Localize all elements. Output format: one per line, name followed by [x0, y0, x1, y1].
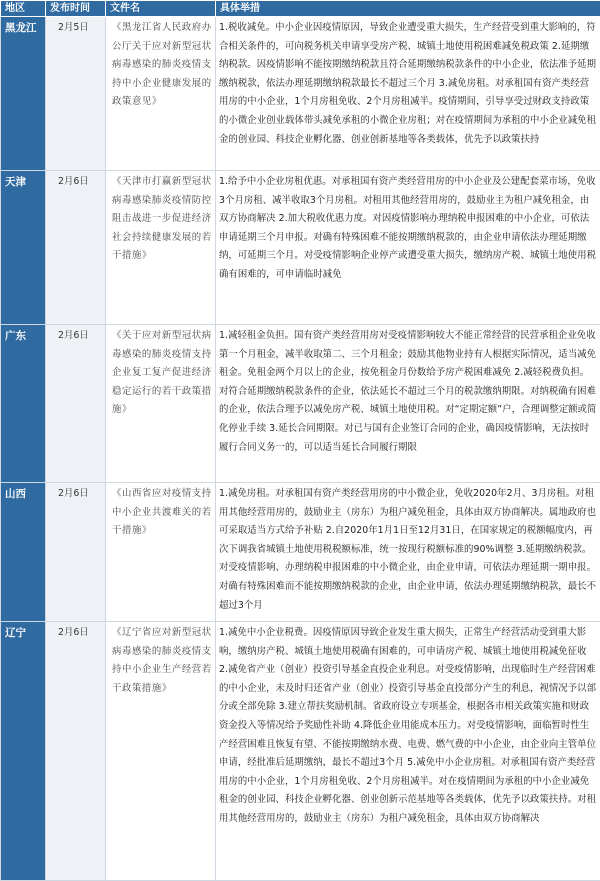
date-cell: 2月6日 [46, 483, 106, 622]
region-cell: 黑龙江 [1, 17, 46, 171]
date-cell: 2月6日 [46, 622, 106, 881]
table-row [1, 622, 600, 881]
region-cell: 山西 [1, 483, 46, 622]
date-cell: 2月6日 [46, 171, 106, 325]
measures-cell: 1.税收减免。中小企业因疫情原因，导致企业遭受重大损失，生产经营受到重大影响的，符合相关条件的，可向税务机关申请享受房产税、城镇土地使用税困难减免税政策 2.延期缴纳税款。因疫情影响不能按期缴纳税款且符合延期缴纳税款条件的中小企业，依法准予延期缴纳税款，依法办理延期缴纳税款最长不超过三个月 3.减免房租。对承租国有资产类经营用房的中小企业，1个月房租免收、2个月房租减半。疫情期间，引导享受过财政支持政策的小微企业创业载体带头减免承租的小微企业房租；对在疫情期间为承租的中小企业减免租金的创业园、科技企业孵化器、创业创新基地等各类载体，优先予以政策扶持 [216, 17, 600, 171]
date-cell: 2月6日 [46, 325, 106, 483]
measures-cell: 1.减免房租。对承租国有资产类经营用房的中小微企业，免收2020年2月、3月房租。对租用其他经营用房的，鼓励业主（房东）为租户减免租金，具体由双方协商解决。属地政府也可采取适当方式给予补贴 2.自2020年1月1日至12月31日，在国家规定的税额幅度内，再次下调我省城镇土地使用税税额标准，统一按现行税额标准的90%调整 3.延期缴纳税款。对受疫情影响、办理纳税申报困难的中小微企业，由企业申请，可依法办理延期一期申报。对确有特殊困难而不能按期缴纳税款的企业，由企业申请，依法办理延期缴纳税款，最长不超过3个月 [216, 483, 600, 622]
table-row [1, 17, 600, 171]
doc-cell: 《关于应对新型冠状病毒感染的肺炎疫情支持企业复工复产促进经济稳定运行的若干政策措施》 [106, 325, 216, 483]
doc-cell: 《山西省应对疫情支持中小企业共渡难关的若干措施》 [106, 483, 216, 622]
header-date: 发布时间 [46, 1, 106, 17]
header-measures: 具体举措 [216, 1, 600, 17]
table-row [1, 483, 600, 622]
doc-cell: 《辽宁省应对新型冠状病毒感染的肺炎疫情支持中小企业生产经营若干政策措施》 [106, 622, 216, 881]
region-cell: 广东 [1, 325, 46, 483]
date-cell: 2月5日 [46, 17, 106, 171]
measures-cell: 1.给予中小企业房租优惠。对承租国有资产类经营用房的中小企业及公建配套菜市场，免收3个月房租、减半收取3个月房租。对租用其他经营用房的，鼓励业主为租户减免租金，由双方协商解决 2.加大税收优惠力度。对因疫情影响办理纳税申报困难的中小企业，可依法申请延期三个月申报。对确有特殊困难不能按期缴纳税款的，由企业申请依法办理延期缴纳，可延期三个月。对受疫情影响企业停产或遭受重大损失，缴纳房产税、城镇土地使用税确有困难的，可申请临时减免 [216, 171, 600, 325]
doc-cell: 《黑龙江省人民政府办公厅关于应对新型冠状病毒感染的肺炎疫情支持中小企业健康发展的政策意见》 [106, 17, 216, 171]
table-row [1, 171, 600, 325]
header-region: 地区 [1, 1, 46, 17]
header-doc: 文件名 [106, 1, 216, 17]
measures-cell: 1.减免中小企业税费。因疫情原因导致企业发生重大损失，正常生产经营活动受到重大影响，缴纳房产税、城镇土地使用税确有困难的，可申请房产税、城镇土地使用税减免征收 2.减免省产业（创业）投资引导基金直投企业利息。对受疫情影响，出现临时生产经营困难的中小企业，未及时归还省产业（创业）投资引导基金直投部分产生的利息，视情况予以部分或全部免除 3.建立帮扶奖励机制。省政府设立专项基金，根据各市相关政策实施和财政资金投入等情况给予奖励性补助 4.降低企业用能成本压力。对受疫情影响，面临暂时性生产经营困难且恢复有望、不能按期缴纳水费、电费、燃气费的中小企业，由企业向主管单位申请，经批准后延期缴纳，最长不超过3个月 5.减免中小企业房租。对承租国有资产类经营用房的中小企业，1个月房租免收、2个月房租减半。对在疫情期间为承租的中小企业减免租金的创业园、科技企业孵化器、创业创新示范基地等各类载体，优先予以政策扶持。对租用其他经营用房的，鼓励业主（房东）为租户减免租金，具体由双方协商解决 [216, 622, 600, 881]
region-cell: 辽宁 [1, 622, 46, 881]
measures-cell: 1.减轻租金负担。国有资产类经营用房对受疫情影响较大不能正常经营的民营承租企业免收第一个月租金，减半收取第二、三个月租金；鼓励其他物业持有人根据实际情况，适当减免租金。免租金两个月以上的企业，按免租金月份数给予房产税困难减免 2.减轻税费负担。对符合延期缴纳税款条件的企业，依法延长不超过三个月的税款缴纳期限。对纳税确有困难的企业，依法合理予以减免房产税、城镇土地使用税。对“定期定额”户，合理调整定额或简化停业手续 3.延长合同期限。对已与国有企业签订合同的企业，确因疫情影响，无法按时履行合同义务一的，可以适当延长合同履行期限 [216, 325, 600, 483]
doc-cell: 《天津市打赢新型冠状病毒感染肺炎疫情防控阻击战进一步促进经济社会持续健康发展的若干措施》 [106, 171, 216, 325]
region-cell: 天津 [1, 171, 46, 325]
header-row [1, 1, 600, 17]
table-row [1, 325, 600, 483]
